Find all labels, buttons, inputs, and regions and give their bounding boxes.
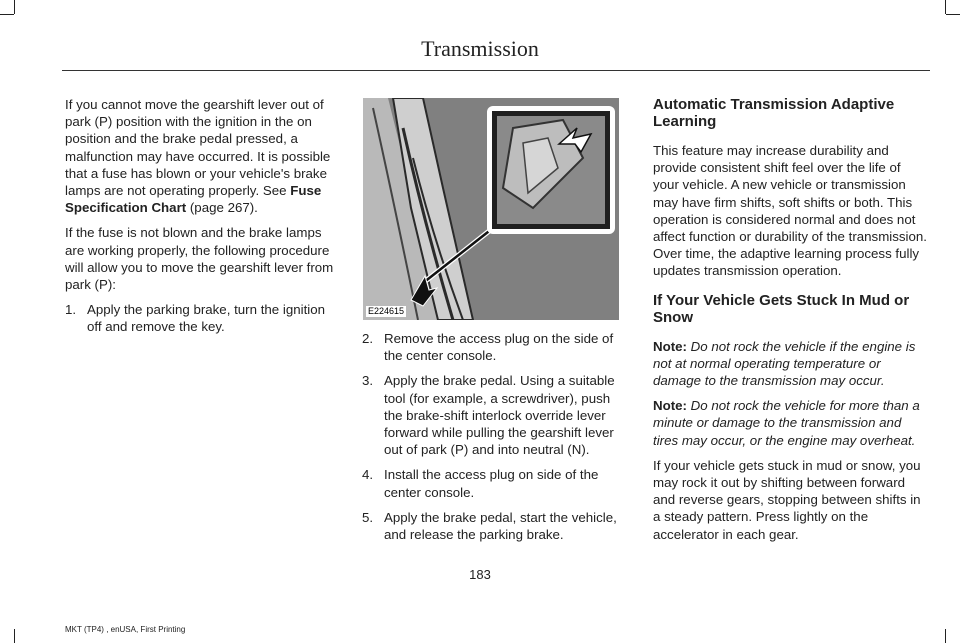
list-number: 2. xyxy=(362,331,374,346)
crop-mark xyxy=(0,14,14,15)
fuse-chart-link[interactable]: Fuse Specification Chart xyxy=(65,183,322,216)
figure-code: E224615 xyxy=(368,306,405,316)
page-number: 183 xyxy=(469,567,491,582)
list-text: Install the access plug on side of the center console. xyxy=(384,467,599,500)
column-right xyxy=(653,96,928,551)
list-item xyxy=(362,509,632,543)
crop-mark xyxy=(14,629,15,643)
list-item xyxy=(362,330,632,364)
crop-mark xyxy=(945,629,946,643)
section-heading-adaptive-learning: Automatic Transmission Adaptive Learning xyxy=(653,96,895,130)
list-text: Remove the access plug on the side of the center console. xyxy=(384,331,614,364)
note-label: Note: xyxy=(653,398,687,414)
paragraph-text: If you cannot move the gearshift lever out of park (P) position with the ignition in the on position and the brake pedal pressed, a malfunction may have occurred. It is possible that a fuse has blown or your vehicle's brake lamps are not operating properly. See xyxy=(65,97,331,199)
footer-text: MKT (TP4) , enUSA, First Printing xyxy=(65,625,186,634)
list-text: Apply the parking brake, turn the ignition off and remove the key. xyxy=(87,302,326,335)
paragraph-adaptive: This feature may increase durability and provide consistent shift feel over the life of your vehicle. A new vehicle or transmission may have firm shifts, soft shifts or both. This operation is considered normal and does not affect function or durability of the transmission. Over time, the adaptive learning process fully updates transmission operation. xyxy=(653,143,927,279)
list-text: Apply the brake pedal. Using a suitable tool (for example, a screwdriver), push the brake-shift interlock override lever forward while pulling the gearshift lever out of park (P) and into neutral (N). xyxy=(384,373,615,458)
paragraph-text: (page 267). xyxy=(186,200,258,216)
console-illustration xyxy=(363,98,619,320)
list-number: 3. xyxy=(362,373,374,389)
list-number: 1. xyxy=(65,302,77,318)
list-number: 4. xyxy=(362,467,374,483)
page-title: Transmission xyxy=(421,36,539,61)
crop-mark xyxy=(945,0,946,14)
note-text: Do not rock the vehicle for more than a minute or damage to the transmission and tires may occur, or the engine may overheat. xyxy=(653,398,920,448)
section-heading-stuck: If Your Vehicle Gets Stuck In Mud or Snow xyxy=(653,291,910,326)
note-1 xyxy=(653,338,928,390)
column-middle xyxy=(362,330,632,551)
list-number: 5. xyxy=(362,509,374,525)
list-item xyxy=(362,466,632,500)
crop-mark xyxy=(946,14,960,15)
paragraph-procedure: If the fuse is not blown and the brake lamps are working properly, the following procedure will allow you to move the gearshift lever from park (P): xyxy=(65,225,334,293)
note-2 xyxy=(653,397,928,449)
header-rule xyxy=(62,70,930,71)
list-item xyxy=(65,301,337,335)
note-label: Note: xyxy=(653,338,687,354)
column-left xyxy=(65,96,337,344)
illustration xyxy=(363,98,619,320)
paragraph-rocking: If your vehicle gets stuck in mud or snow, you may rock it out by shifting between forward and reverse gears, stopping between shifts in a steady pattern. Press lightly on the accelerator in each gear. xyxy=(653,457,921,542)
note-text: Do not rock the vehicle if the engine is not at normal operating temperature or damage to the transmission may occur. xyxy=(653,338,916,389)
crop-mark xyxy=(14,0,15,14)
list-item xyxy=(362,372,632,458)
paragraph-fuse xyxy=(65,96,337,216)
list-text: Apply the brake pedal, start the vehicle, and release the parking brake. xyxy=(384,509,617,543)
